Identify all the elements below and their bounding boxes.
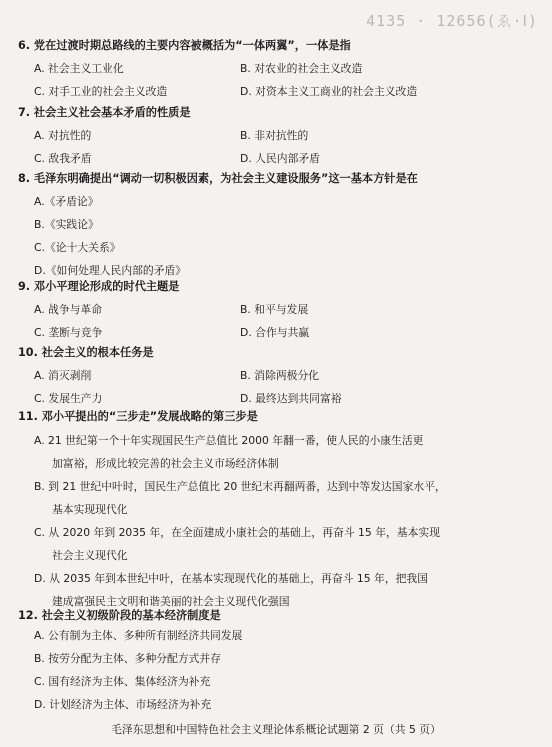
option-a[interactable] (34, 429, 534, 475)
option-a[interactable]: A. 对抗性的 (34, 129, 92, 142)
option-c[interactable]: C.《论十大关系》 (34, 241, 121, 254)
option-d[interactable]: D. 最终达到共同富裕 (240, 392, 342, 405)
question-7 (18, 105, 534, 174)
option-a[interactable]: A. 社会主义工业化 (34, 62, 124, 75)
question-stem: 8. 毛泽东明确提出“调动一切积极因素，为社会主义建设服务”这一基本方针是在 (18, 172, 418, 185)
option-d[interactable]: D. 人民内部矛盾 (240, 152, 320, 165)
option-b-line-1: B. 到 21 世纪中叶时，国民生产总值比 20 世纪末再翻两番，达到中等发达国家水平， (34, 480, 446, 493)
question-10 (18, 345, 534, 414)
question-stem: 6. 党在过渡时期总路线的主要内容被概括为“一体两翼”，一体是指 (18, 39, 351, 52)
option-d-line-2: 建成富强民主文明和谐美丽的社会主义现代化强国 (52, 595, 290, 608)
option-d[interactable]: D. 计划经济为主体、市场经济为补充 (34, 698, 212, 711)
option-b-line-2: 基本实现现代化 (52, 503, 128, 516)
option-c[interactable]: C. 对手工业的社会主义改造 (34, 85, 168, 98)
option-c[interactable] (34, 521, 534, 567)
question-stem: 11. 邓小平提出的“三步走”发展战略的第三步是 (18, 410, 258, 423)
option-a-line-2: 加富裕，形成比较完善的社会主义市场经济体制 (52, 457, 279, 470)
option-d[interactable] (34, 567, 534, 613)
option-a[interactable]: A. 消灭剥削 (34, 369, 92, 382)
option-a-line-1: A. 21 世纪第一个十年实现国民生产总值比 2000 年翻一番，使人民的小康生活更 (34, 434, 424, 447)
option-c[interactable]: C. 敌我矛盾 (34, 152, 92, 165)
option-c[interactable]: C. 垄断与竞争 (34, 326, 103, 339)
question-12 (18, 608, 534, 720)
question-8 (18, 171, 534, 286)
option-a[interactable]: A. 战争与革命 (34, 303, 103, 316)
question-stem: 10. 社会主义的根本任务是 (18, 346, 154, 359)
header-code: 4135 · 12656(ゑ·Ⅰ) (366, 12, 538, 30)
option-b[interactable] (34, 475, 534, 521)
question-stem: 9. 邓小平理论形成的时代主题是 (18, 280, 180, 293)
question-11 (18, 409, 534, 613)
option-c[interactable]: C. 发展生产力 (34, 392, 103, 405)
option-d[interactable]: D. 合作与共赢 (240, 326, 310, 339)
option-d-line-1: D. 从 2035 年到本世纪中叶，在基本实现现代化的基础上，再奋斗 15 年，把我国 (34, 572, 429, 585)
option-d[interactable]: D. 对资本主义工商业的社会主义改造 (240, 85, 418, 98)
option-c-line-2: 社会主义现代化 (52, 549, 128, 562)
option-a[interactable]: A. 公有制为主体、多种所有制经济共同发展 (34, 629, 243, 642)
option-b[interactable]: B. 对农业的社会主义改造 (240, 62, 363, 75)
option-b[interactable]: B. 按劳分配为主体、多种分配方式并存 (34, 652, 222, 665)
option-a[interactable]: A.《矛盾论》 (34, 195, 99, 208)
option-c[interactable]: C. 国有经济为主体、集体经济为补充 (34, 675, 211, 688)
option-b[interactable]: B. 非对抗性的 (240, 129, 309, 142)
option-b[interactable]: B.《实践论》 (34, 218, 99, 231)
question-stem: 12. 社会主义初级阶段的基本经济制度是 (18, 609, 221, 622)
option-c-line-1: C. 从 2020 年到 2035 年，在全面建成小康社会的基础上，再奋斗 15 年，基本实现 (34, 526, 440, 539)
option-b[interactable]: B. 和平与发展 (240, 303, 309, 316)
page-footer: 毛泽东思想和中国特色社会主义理论体系概论试题第 2 页（共 5 页） (111, 723, 441, 736)
question-9 (18, 279, 534, 348)
question-stem: 7. 社会主义社会基本矛盾的性质是 (18, 106, 191, 119)
option-d[interactable]: D.《如何处理人民内部的矛盾》 (34, 264, 187, 277)
question-6 (18, 38, 534, 107)
option-b[interactable]: B. 消除两极分化 (240, 369, 320, 382)
